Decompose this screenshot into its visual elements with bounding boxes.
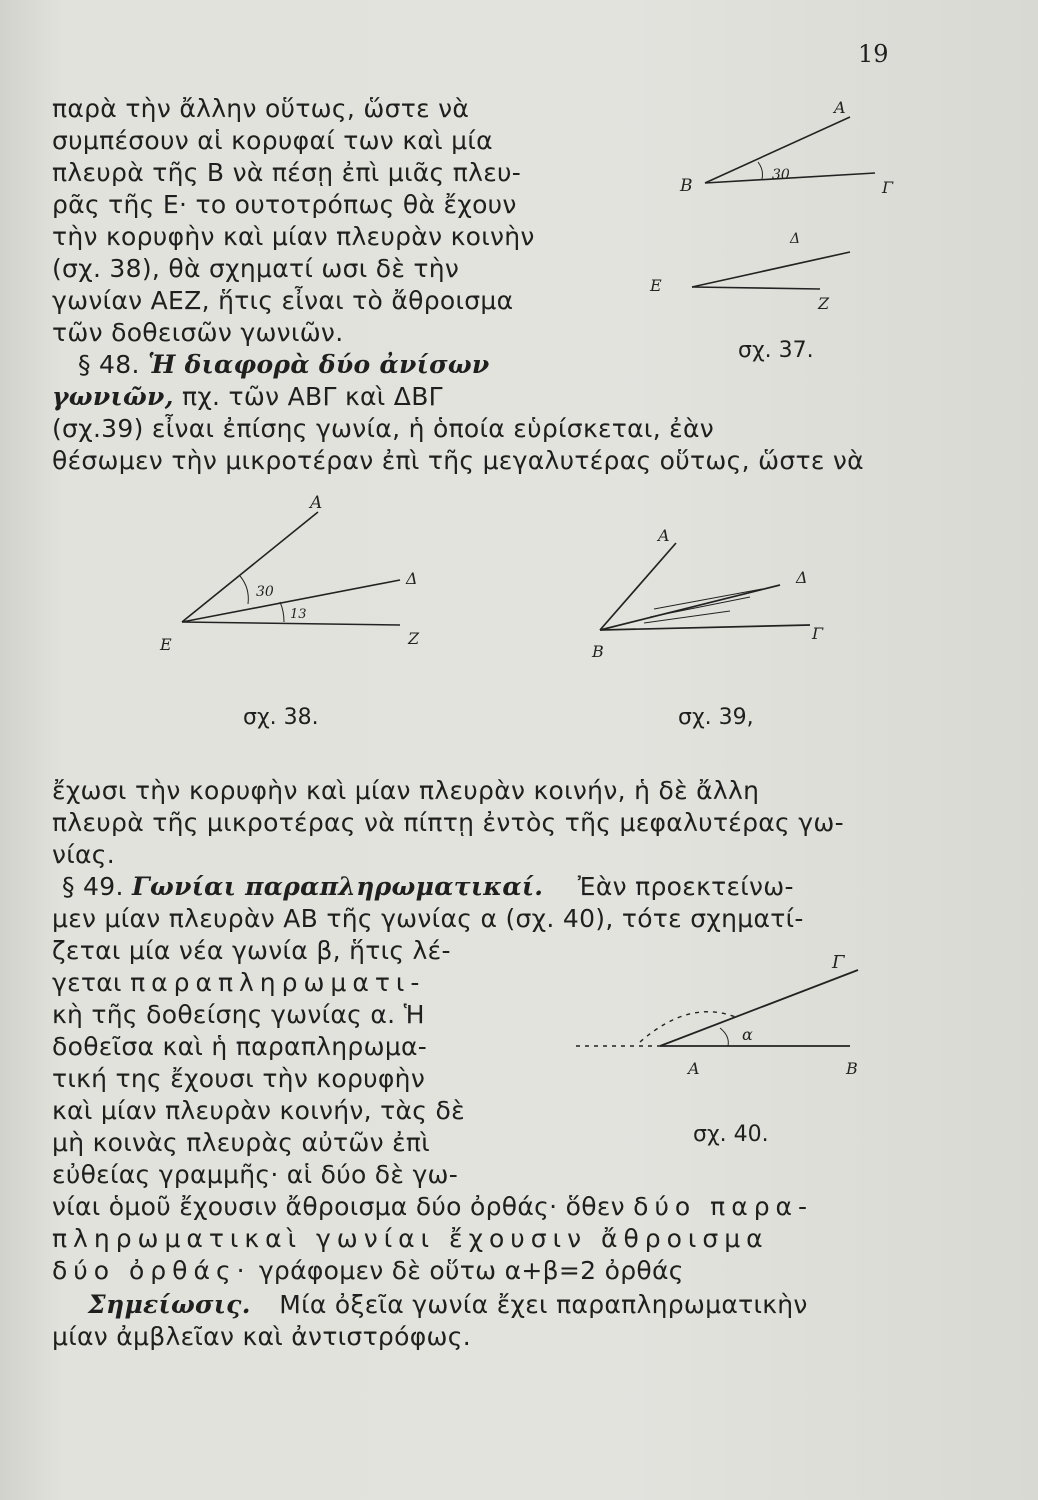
text-line xyxy=(52,1256,684,1286)
fig40-label-B: Β xyxy=(846,1059,858,1078)
text-line: ζεται μία νέα γωνία β, ἥτις λέ- xyxy=(52,936,451,965)
fig38-angle-13: 13 xyxy=(290,607,307,622)
fig37-label-E: Ε xyxy=(650,276,662,295)
text-span: νίαι ὁμοῦ ἔχουσιν ἄθροισμα δύο ὀρθάς· ὅθεν xyxy=(52,1192,625,1221)
figure-39 xyxy=(580,525,850,665)
section-heading: Ἡ διαφορὰ δύο ἀνίσων xyxy=(147,350,490,379)
fig39-label-D: Δ xyxy=(796,568,808,587)
fig37-label-B: Β xyxy=(680,176,693,196)
text-line: (σχ.39) εἶναι ἐπίσης γωνία, ἡ ὁποία εὑρίσκεται, ἐὰν xyxy=(52,414,715,443)
text-line: συμπέσουν αἱ κορυφαί των καὶ μία xyxy=(52,126,493,155)
fig38-label-E: Ε xyxy=(160,635,172,654)
fig39-label-B: Β xyxy=(592,642,604,661)
fig38-angle-30: 30 xyxy=(256,584,274,600)
text-line xyxy=(52,382,443,412)
text-line: κὴ τῆς δοθείσης γωνίας α. Ἡ xyxy=(52,1000,425,1029)
text-line xyxy=(52,1192,813,1222)
text-line: τὴν κορυφὴν καὶ μίαν πλευρὰν κοινὴν xyxy=(52,222,535,251)
text-span: Ἐὰν προεκτείνω- xyxy=(577,872,794,901)
spaced-term-line: πληρωματικαὶ γωνίαι ἔχουσιν ἄθροισμα xyxy=(52,1224,769,1253)
text-line: μεν μίαν πλευρὰν ΑΒ τῆς γωνίας α (σχ. 40), τότε σχηματί- xyxy=(52,904,804,933)
section-heading-cont: γωνιῶν, xyxy=(52,382,174,411)
fig37-label-D: Δ xyxy=(790,231,801,247)
fig40-angle-alpha: α xyxy=(742,1025,753,1044)
text-span: γράφομεν δὲ οὕτω α+β=2 ὀρθάς xyxy=(258,1256,684,1285)
section-heading: Γωνίαι παραπληρωματικαί. xyxy=(131,872,544,901)
text-line: τῶν δοθεισῶν γωνιῶν. xyxy=(52,318,344,347)
fig38-label-Z: Ζ xyxy=(408,629,420,648)
caption-fig37: σχ. 37. xyxy=(738,338,814,363)
text-span: γεται xyxy=(52,968,122,997)
text-line: γωνίαν ΑΕΖ, ἥτις εἶναι τὸ ἄθροισμα xyxy=(52,286,514,315)
text-line: ρᾶς τῆς Ε· το ουτοτρόπως θὰ ἔχουν xyxy=(52,190,517,219)
figure-40 xyxy=(570,952,880,1088)
fig40-label-A: Α xyxy=(688,1059,700,1078)
text-line: (σχ. 38), θὰ σχηματί ωσι δὲ τὴν xyxy=(52,254,460,283)
text-line: μίαν ἀμβλεῖαν καὶ ἀντιστρόφως. xyxy=(52,1322,471,1351)
caption-fig38: σχ. 38. xyxy=(243,705,319,730)
section-48-line xyxy=(78,350,490,380)
text-line: δοθεῖσα καὶ ἡ παραπληρωμα- xyxy=(52,1032,428,1061)
text-line: παρὰ τὴν ἄλλην οὕτως, ὥστε νὰ xyxy=(52,94,470,123)
fig37-label-G: Γ xyxy=(882,178,894,197)
text-line xyxy=(52,968,425,998)
text-line: πλευρὰ τῆς Β νὰ πέσῃ ἐπὶ μιᾶς πλευ- xyxy=(52,158,522,187)
note-line xyxy=(88,1290,808,1320)
fig39-label-G: Γ xyxy=(812,624,824,643)
text-span: πχ. τῶν ΑΒΓ καὶ ΔΒΓ xyxy=(181,382,443,411)
text-line: εὐθείας γραμμῆς· αἱ δύο δὲ γω- xyxy=(52,1160,459,1189)
section-number: § 49. xyxy=(62,872,124,901)
spaced-term: δύο παρα- xyxy=(633,1192,814,1221)
text-line: ἔχωσι τὴν κορυφὴν καὶ μίαν πλευρὰν κοινήν, ἡ δὲ ἄλλη xyxy=(52,776,760,805)
figure-37 xyxy=(650,95,910,325)
fig38-label-D: Δ xyxy=(406,569,418,588)
figure-38 xyxy=(160,480,440,670)
page-number: 19 xyxy=(858,40,889,68)
fig40-label-G: Γ xyxy=(832,952,845,973)
text-line: καὶ μίαν πλευρὰν κοινήν, τὰς δὲ xyxy=(52,1096,465,1125)
fig37-label-Z: Ζ xyxy=(818,294,830,313)
text-line: θέσωμεν τὴν μικροτέραν ἐπὶ τῆς μεγαλυτέρας οὕτως, ὥστε νὰ xyxy=(52,446,864,475)
section-49-line xyxy=(62,872,794,902)
text-line: μὴ κοινὰς πλευρὰς αὐτῶν ἐπὶ xyxy=(52,1128,431,1157)
fig39-label-A: Α xyxy=(658,526,670,545)
caption-fig39: σχ. 39, xyxy=(678,705,754,730)
caption-fig40: σχ. 40. xyxy=(693,1122,769,1147)
note-heading: Σημείωσις. xyxy=(88,1290,251,1319)
text-span: Μία ὀξεῖα γωνία ἔχει παραπληρωματικὴν xyxy=(279,1290,808,1319)
fig37-label-A: Α xyxy=(834,98,846,117)
spaced-term: παραπληρωματι- xyxy=(130,968,426,997)
text-line: πλευρὰ τῆς μικροτέρας νὰ πίπτῃ ἐντὸς τῆς μεφαλυτέρας γω- xyxy=(52,808,844,837)
spaced-term: δύο ὀρθάς· xyxy=(52,1256,251,1285)
fig38-label-A: Α xyxy=(310,493,323,513)
text-line: νίας. xyxy=(52,840,116,869)
text-line: τική της ἔχουσι τὴν κορυφὴν xyxy=(52,1064,426,1093)
section-number: § 48. xyxy=(78,350,140,379)
fig37-angle-label: 30 xyxy=(772,167,790,183)
